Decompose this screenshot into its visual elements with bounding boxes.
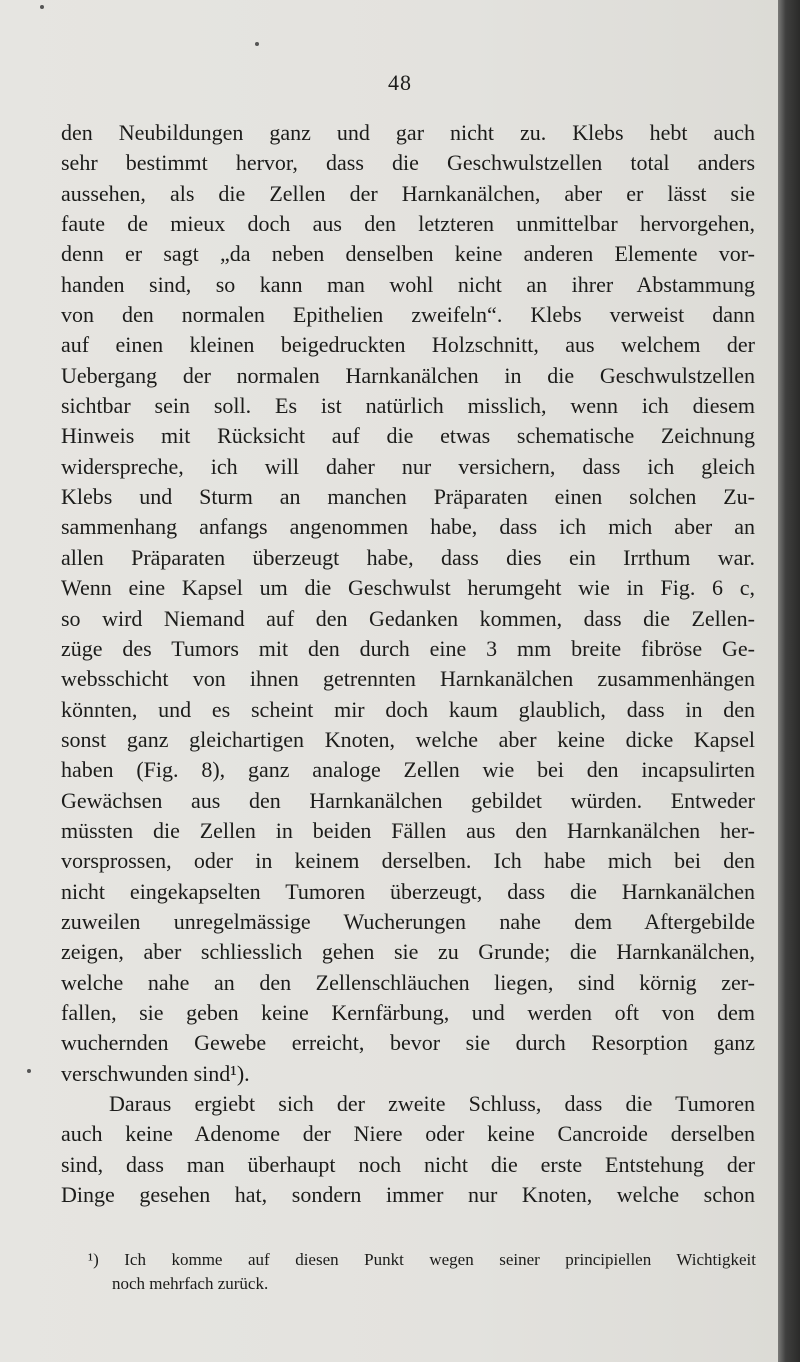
text-line: so wird Niemand auf den Gedanken kommen, dass die Zellen- [61, 605, 755, 631]
text-line: haben (Fig. 8), ganz analoge Zellen wie bei den incapsulirten [61, 757, 755, 783]
paragraph-end-line: verschwunden sind¹). [61, 1060, 250, 1086]
text-line: wuchernden Gewebe erreicht, bevor sie durch Resorption ganz [61, 1030, 755, 1056]
text-line: auch keine Adenome der Niere oder keine Cancroide derselben [61, 1121, 755, 1147]
text-line: züge des Tumors mit den durch eine 3 mm breite fibröse Ge- [61, 635, 755, 661]
text-line: handen sind, so kann man wohl nicht an ihrer Abstammung [61, 271, 755, 297]
text-line: nicht eingekapselten Tumoren überzeugt, dass die Harnkanälchen [61, 878, 755, 904]
text-line: zeigen, aber schliesslich gehen sie zu Grunde; die Harnkanälchen, [61, 939, 755, 965]
text-line: auf einen kleinen beigedruckten Holzschnitt, aus welchem der [61, 332, 755, 358]
text-line: widerspreche, ich will daher nur versichern, dass ich gleich [61, 453, 755, 479]
text-line: sichtbar sein soll. Es ist natürlich misslich, wenn ich diesem [61, 393, 755, 419]
text-line: sehr bestimmt hervor, dass die Geschwulstzellen total anders [61, 150, 755, 176]
text-line: zuweilen unregelmässige Wucherungen nahe dem Aftergebilde [61, 908, 755, 934]
text-line: Dinge gesehen hat, sondern immer nur Knoten, welche schon [61, 1182, 755, 1208]
footnote-line: noch mehrfach zurück. [112, 1274, 269, 1293]
text-line: vorsprossen, oder in keinem derselben. Ich habe mich bei den [61, 848, 755, 874]
footnote [88, 1248, 756, 1296]
paragraph-start-line: Daraus ergiebt sich der zweite Schluss, dass die Tumoren [109, 1091, 755, 1116]
print-speck [27, 1069, 31, 1073]
page-binding-edge [778, 0, 800, 1362]
text-line: könnten, und es scheint mir doch kaum glaublich, dass in den [61, 696, 755, 722]
text-line: fallen, sie geben keine Kernfärbung, und werden oft von dem [61, 999, 755, 1025]
text-line: von den normalen Epithelien zweifeln“. Klebs verweist dann [61, 302, 755, 328]
text-line: Hinweis mit Rücksicht auf die etwas schematische Zeichnung [61, 423, 755, 449]
text-line: Gewächsen aus den Harnkanälchen gebildet würden. Entweder [61, 787, 755, 813]
text-line: Wenn eine Kapsel um die Geschwulst herumgeht wie in Fig. 6 c, [61, 575, 755, 601]
body-text [61, 118, 755, 1210]
print-speck [40, 5, 44, 9]
text-line: müssten die Zellen in beiden Fällen aus den Harnkanälchen her- [61, 817, 755, 843]
text-line: websschicht von ihnen getrennten Harnkanälchen zusammenhängen [61, 666, 755, 692]
text-line: sind, dass man überhaupt noch nicht die erste Entstehung der [61, 1151, 755, 1177]
text-line: allen Präparaten überzeugt habe, dass dies ein Irrthum war. [61, 544, 755, 570]
text-line: Klebs und Sturm an manchen Präparaten einen solchen Zu- [61, 484, 755, 510]
text-line: den Neubildungen ganz und gar nicht zu. Klebs hebt auch [61, 120, 755, 145]
print-speck [255, 42, 259, 46]
text-line: Uebergang der normalen Harnkanälchen in die Geschwulstzellen [61, 362, 755, 388]
text-line: sammenhang anfangs angenommen habe, dass ich mich aber an [61, 514, 755, 540]
page-number: 48 [388, 70, 412, 95]
text-line: aussehen, als die Zellen der Harnkanälchen, aber er lässt sie [61, 180, 755, 206]
text-line: sonst ganz gleichartigen Knoten, welche aber keine dicke Kapsel [61, 726, 755, 752]
text-line: denn er sagt „da neben denselben keine anderen Elemente vor- [61, 241, 755, 267]
text-line: faute de mieux doch aus den letzteren unmittelbar hervorgehen, [61, 211, 755, 237]
footnote-line: ¹) Ich komme auf diesen Punkt wegen seiner principiellen Wichtigkeit [88, 1250, 756, 1269]
text-line: welche nahe an den Zellenschläuchen liegen, sind körnig zer- [61, 969, 755, 995]
